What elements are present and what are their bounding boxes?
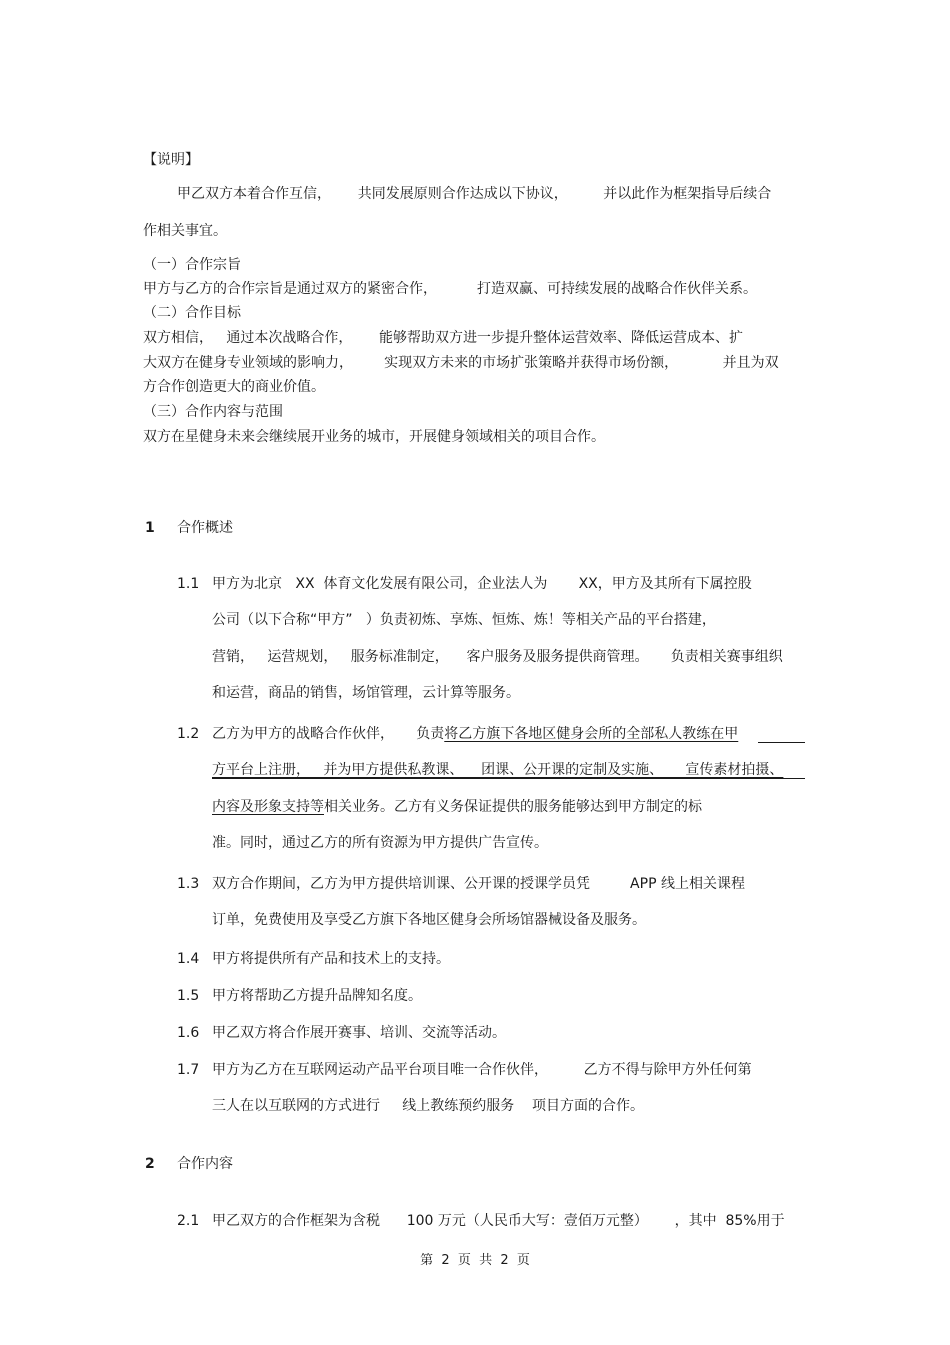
scope-text: 双方在星健身未来会继续展开业务的城市，开展健身领域相关的项目合作。	[143, 429, 605, 445]
clause-1-1-line-2: 公司（以下合称“甲方” ）负责初炼、享炼、恒炼、炼！等相关产品的平台搭建，	[212, 612, 716, 628]
clause-1-4-text: 甲方将提供所有产品和技术上的支持。	[212, 951, 450, 967]
clause-1-2-line-3-underlined: 内容及形象支持等	[212, 799, 324, 815]
clause-1-5-number: 1.5	[177, 988, 200, 1004]
purpose-heading: （一）合作宗旨	[143, 257, 241, 273]
clause-2-1-number: 2.1	[177, 1213, 200, 1229]
note-heading: 【说明】	[143, 152, 199, 168]
scope-heading: （三）合作内容与范围	[143, 404, 283, 420]
clause-1-7-line-1: 甲方为乙方在互联网运动产品平台项目唯一合作伙伴， 乙方不得与除甲方外任何第	[212, 1062, 752, 1078]
purpose-text: 甲方与乙方的合作宗旨是通过双方的紧密合作， 打造双赢、可持续发展的战略合作伙伴关系。	[143, 281, 758, 297]
clause-1-1-line-3: 营销， 运营规划， 服务标准制定， 客户服务及服务提供商管理。 负责相关赛事组织	[212, 649, 783, 665]
clause-1-2-line-1	[212, 725, 738, 743]
underline-extension	[758, 742, 805, 743]
section-1-number: 1	[145, 520, 155, 536]
clause-1-7-number: 1.7	[177, 1062, 200, 1078]
clause-1-6-text: 甲乙双方将合作展开赛事、培训、交流等活动。	[212, 1025, 506, 1041]
goal-line-3: 方合作创造更大的商业价值。	[143, 379, 325, 395]
goal-heading: （二）合作目标	[143, 305, 241, 321]
section-1-title: 合作概述	[177, 520, 233, 536]
clause-1-3-line-2: 订单，免费使用及享受乙方旗下各地区健身会所场馆器械设备及服务。	[212, 912, 646, 928]
clause-1-1-line-1: 甲方为北京 XX 体育文化发展有限公司，企业法人为 XX，甲方及其所有下属控股	[212, 576, 752, 592]
clause-1-2-line-3-plain: 相关业务。乙方有义务保证提供的服务能够达到甲方制定的标	[324, 799, 702, 815]
clause-1-3-number: 1.3	[177, 876, 200, 892]
clause-1-2-line-1-underlined: 将乙方旗下各地区健身会所的全部私人教练在甲	[444, 726, 739, 742]
underline-rule	[212, 778, 805, 779]
goal-line-2: 大双方在健身专业领域的影响力， 实现双方未来的市场扩张策略并获得市场份额， 并且为双	[143, 355, 779, 371]
clause-1-6-number: 1.6	[177, 1025, 200, 1041]
clause-1-4-number: 1.4	[177, 951, 200, 967]
clause-1-2-line-3	[212, 798, 702, 816]
clause-1-5-text: 甲方将帮助乙方提升品牌知名度。	[212, 988, 422, 1004]
intro-line-1: 甲乙双方本着合作互信， 共同发展原则合作达成以下协议， 并以此作为框架指导后续合	[177, 186, 772, 202]
clause-1-1-number: 1.1	[177, 576, 200, 592]
clause-1-2-line-1-plain: 乙方为甲方的战略合作伙伴， 负责	[212, 726, 445, 742]
clause-1-7-line-2: 三人在以互联网的方式进行 线上教练预约服务 项目方面的合作。	[212, 1098, 645, 1114]
clause-2-1-line-1: 甲乙双方的合作框架为含税 100 万元（人民币大写：壹佰万元整） ，其中 85%用于	[212, 1213, 785, 1229]
clause-1-3-line-1: 双方合作期间，乙方为甲方提供培训课、公开课的授课学员凭 APP 线上相关课程	[212, 876, 745, 892]
section-2-title: 合作内容	[177, 1156, 233, 1172]
intro-line-2: 作相关事宜。	[143, 223, 227, 239]
clause-1-2-number: 1.2	[177, 726, 200, 742]
clause-1-2-line-2: 方平台上注册， 并为甲方提供私教课、 团课、公开课的定制及实施、 宣传素材拍摄、	[212, 762, 784, 778]
page-number: 第 2 页 共 2 页	[420, 1253, 530, 1268]
clause-1-2-line-4: 准。同时，通过乙方的所有资源为甲方提供广告宣传。	[212, 835, 548, 851]
section-2-number: 2	[145, 1156, 155, 1172]
goal-line-1: 双方相信， 通过本次战略合作， 能够帮助双方进一步提升整体运营效率、降低运营成本、扩	[143, 330, 744, 346]
clause-1-1-line-4: 和运营，商品的销售，场馆管理，云计算等服务。	[212, 685, 520, 701]
